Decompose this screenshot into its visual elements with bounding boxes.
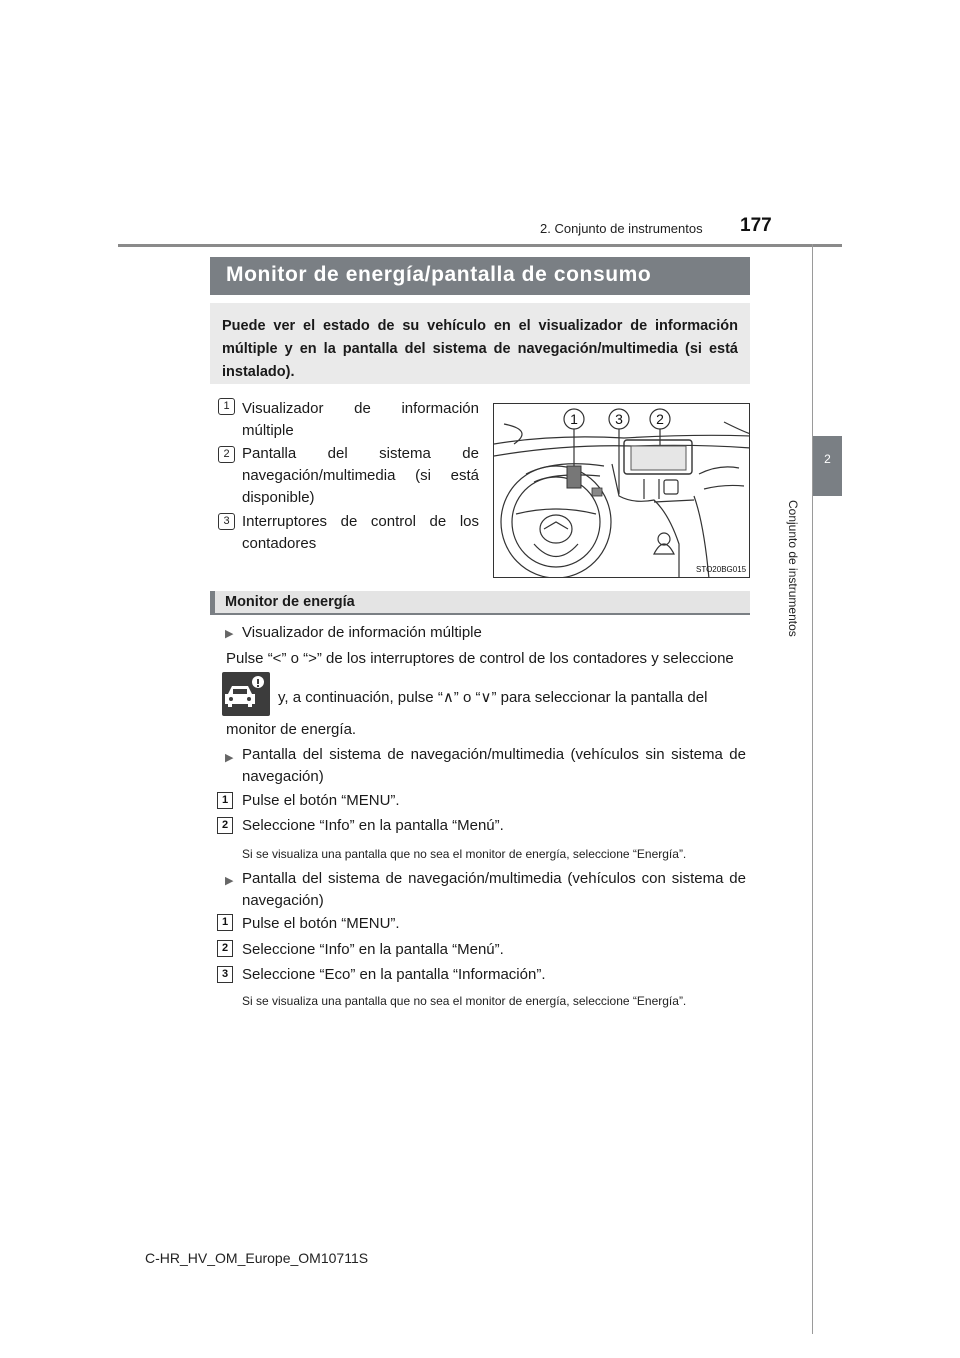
illus-code: STO20BG015 — [696, 565, 747, 574]
callout-2-marker: 2 — [218, 446, 235, 463]
step-text: Seleccione “Info” en la pantalla “Menú”. — [242, 941, 504, 958]
component-2-text: Pantalla del sistema de navegación/multimedia (si está disponible) — [242, 445, 479, 506]
step-number: 1 — [217, 914, 233, 931]
section-header: Monitor de energía — [210, 591, 750, 615]
nav-a-heading: Pantalla del sistema de navegación/multimedia (vehículos sin sistema de navegación) — [242, 746, 746, 785]
document-code: C-HR_HV_OM_Europe_OM10711S — [145, 1250, 369, 1266]
chapter-tab: 2 — [813, 436, 842, 496]
callout-3-marker: 3 — [218, 513, 235, 530]
car-info-icon — [222, 672, 270, 716]
nav-b-note: Si se visualiza una pantalla que no sea el monitor de energía, seleccione “Energía”. — [242, 994, 687, 1008]
step-number: 1 — [217, 792, 233, 809]
triangle-bullet-icon: ▶ — [225, 752, 234, 764]
nav-a-note: Si se visualiza una pantalla que no sea el monitor de energía, seleccione “Energía”. — [242, 847, 687, 861]
mid-instruction-line2: y, a continuación, pulse “∧” o “∨” para seleccionar la pantalla del — [278, 689, 708, 706]
chapter-side-label — [786, 500, 810, 637]
nav-b-heading: Pantalla del sistema de navegación/multimedia (vehículos con sistema de navegación) — [242, 870, 746, 909]
illus-callout-3: 3 — [615, 411, 623, 427]
chapter-title: 2. Conjunto de instrumentos — [540, 221, 703, 236]
mid-instruction-line3: monitor de energía. — [226, 721, 357, 738]
intro-box: Puede ver el estado de su vehículo en el visualizador de información múltiple y en la pantalla del sistema de navegación/multimedia (si está instalado). — [210, 303, 750, 384]
dashboard-illustration — [493, 403, 750, 578]
step-text: Pulse el botón “MENU”. — [242, 792, 400, 809]
component-3-text: Interruptores de control de los contadores — [242, 513, 479, 552]
chapter-side-label-text: Conjunto de instrumentos — [786, 500, 800, 637]
mid-instruction-line1: Pulse “<” o “>” de los interruptores de control de los contadores y seleccione — [226, 650, 734, 667]
component-1-text: Visualizador de información múltiple — [242, 400, 479, 439]
illus-callout-1: 1 — [570, 411, 578, 427]
illus-callout-2: 2 — [656, 411, 664, 427]
dashboard-drawing — [494, 404, 750, 578]
step-text: Seleccione “Info” en la pantalla “Menú”. — [242, 817, 504, 834]
side-margin-rule — [812, 244, 842, 1334]
step-text: Seleccione “Eco” en la pantalla “Información”. — [242, 966, 546, 983]
step-number: 3 — [217, 966, 233, 983]
triangle-bullet-icon: ▶ — [225, 628, 234, 640]
step-number: 2 — [217, 817, 233, 834]
step-text: Pulse el botón “MENU”. — [242, 915, 400, 932]
page-title: Monitor de energía/pantalla de consumo — [210, 257, 750, 295]
page-number: 177 — [740, 215, 772, 236]
callout-1-marker: 1 — [218, 398, 235, 415]
header-rule — [118, 244, 842, 247]
mid-heading: Visualizador de información múltiple — [242, 624, 482, 641]
triangle-bullet-icon: ▶ — [225, 875, 234, 887]
step-number: 2 — [217, 940, 233, 957]
